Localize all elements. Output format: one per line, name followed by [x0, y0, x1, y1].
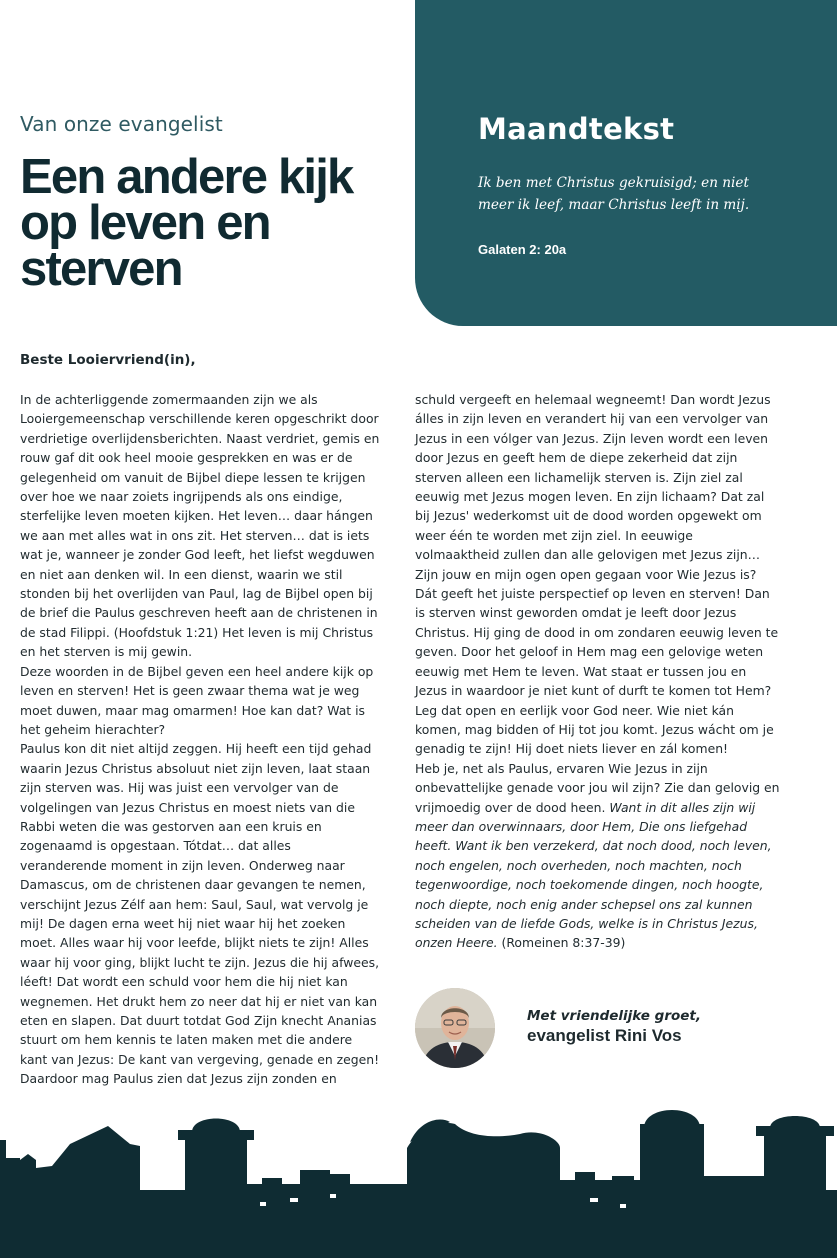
paragraph: Paulus kon dit niet altijd zeggen. Hij heeft een tijd gehad waarin Jezus Christus absoluut niet zijn leven, laat staan zijn sterven was. Hij was juist een vervolger van de volgelingen van Jezus Christus en moest niets van die Rabbi weten die was gestorven aan een kruis en zogenaamd is opgestaan. Tótdat… dat alles veranderende moment in zijn leven. Onderweg naar Damascus, om de christenen daar gevangen te nemen, verschijnt Jezus Zélf aan hem: Saul, Saul, wat vervolg je mij! De dagen erna weet hij niet waar hij het zoeken moet. Alles waar hij voor leefde, blijkt niets te zijn! Alles waar hij voor ging, blijkt lucht te zijn. Jezus die hij afwees, léeft! Dat wordt een schuld voor hem die hij niet kan wegnemen. Het drukt hem zo neer dat hij er niet van kan eten en slapen. Dat duurt totdat God Zijn knecht Ananias stuurt om hem kennis te laten maken met die andere kant van Jezus: De kant van vergeving, genade en zegen! Daardoor mag Paulus zien dat Jezus zijn zonden en [20, 741, 380, 1087]
paragraph: In de achterliggende zomermaanden zijn we als Looiergemeenschap verschillende keren opgeschrikt door verdrietige overlijdensberichten. Naast verdriet, gemis en rouw gaf dit ook heel mooie gesprekken en was er de gelegenheid om vanuit de Bijbel diepe lessen te krijgen over hoe we naar zoiets ingrijpends als ons eindige, sterfelijke leven moeten kijken. Het leven… daar hángen we aan met alles wat in ons zit. Het sterven… dat is iets wat je, wanneer je zonder God leeft, het liefst wegduwen en niet aan denken wil. In een dienst, waarin we stil stonden bij het overlijden van Paul, lag de Bijbel open bij de brief die Paulus geschreven heeft aan de christenen in de stad Filippi. (Hoofdstuk 1:21) Het leven is mij Christus en het sterven is mij gewin. [20, 392, 380, 660]
closing-reference: (Romeinen 8:37-39) [501, 935, 626, 951]
letter-column-left [20, 390, 380, 1089]
verse-title: Maandtekst [478, 112, 675, 146]
paragraph: Deze woorden in de Bijbel geven een heel andere kijk op leven en sterven! Het is geen zwaar thema wat je weg moet duwen, maar mag omarmen! Hoe kan dat? Wat is het geheim hierachter? [20, 663, 374, 737]
closing-intro: Heb je, net als Paulus, ervaren Wie Jezus in zijn onbevattelijke genade voor jou wil zijn? Zie dan gelovig en vrijmoedig over de dood heen. [415, 760, 780, 815]
paragraph: schuld vergeeft en helemaal wegneemt! Dan wordt Jezus álles in zijn leven en verandert hij van een vervolger van Jezus in een vólger van Jezus. Zijn leven wordt een leven door Jezus en geeft hem de diepe zekerheid dat zijn sterven alleen een lichamelijk sterven is. Zijn ziel zal eeuwig met Jezus mogen leven. En zijn lichaam? Dat zal bij Jezus' wederkomst uit de dood worden opgewekt om weer één te worden met zijn ziel. In eeuwige volmaaktheid zullen dan alle gelovigen met Jezus zijn… [415, 392, 771, 563]
letter-column-right [415, 390, 780, 953]
verse-reference: Galaten 2: 20a [478, 242, 567, 257]
verse-text: Ik ben met Christus gekruisigd; en niet meer ik leef, maar Christus leeft in mij. [478, 175, 750, 213]
avatar [415, 988, 495, 1068]
verse-box [415, 0, 837, 326]
paragraph: Zijn jouw en mijn ogen open gegaan voor Wie Jezus is? Dát geeft het juiste perspectief op leven en sterven! Dan is sterven winst geworden omdat je leeft door Jezus Christus. Hij ging de dood in om zondaren eeuwig leven te geven. Door het geloof in Hem mag een gelovige weten eeuwig met Hem te leven. Wat staat er tussen jou en Jezus in waardoor je niet kunt of durft te komen tot Hem? Leg dat open en eerlijk voor God neer. Wie niet kán komen, mag bidden of Hij tot jou komt. Jezus wácht om je genadig te zijn! Hij doet niets liever en zál komen! [415, 566, 779, 757]
kicker: Van onze evangelist [20, 112, 223, 136]
greeting: Met vriendelijke groet, [527, 1008, 701, 1024]
town-skyline-illustration [0, 1080, 837, 1258]
headline: Een andere kijk op leven en sterven [20, 150, 353, 296]
closing-quote: Want in dit alles zijn wij meer dan overwinnaars, door Hem, Die ons liefgehad heeft. Want ik ben verzekerd, dat noch dood, noch leven, noch engelen, noch overheden, noch machten, noch tegenwoordige, noch toekomende dingen, noch hoogte, noch diepte, noch enig ander schepsel ons zal kunnen scheiden van de liefde Gods, welke is in Christus Jezus, onzen Heere. [415, 799, 772, 951]
salutation: Beste Looiervriend(in), [20, 352, 196, 368]
portrait-photo [415, 988, 495, 1068]
signature-name: evangelist Rini Vos [527, 1026, 682, 1045]
closing-paragraph [415, 759, 780, 953]
